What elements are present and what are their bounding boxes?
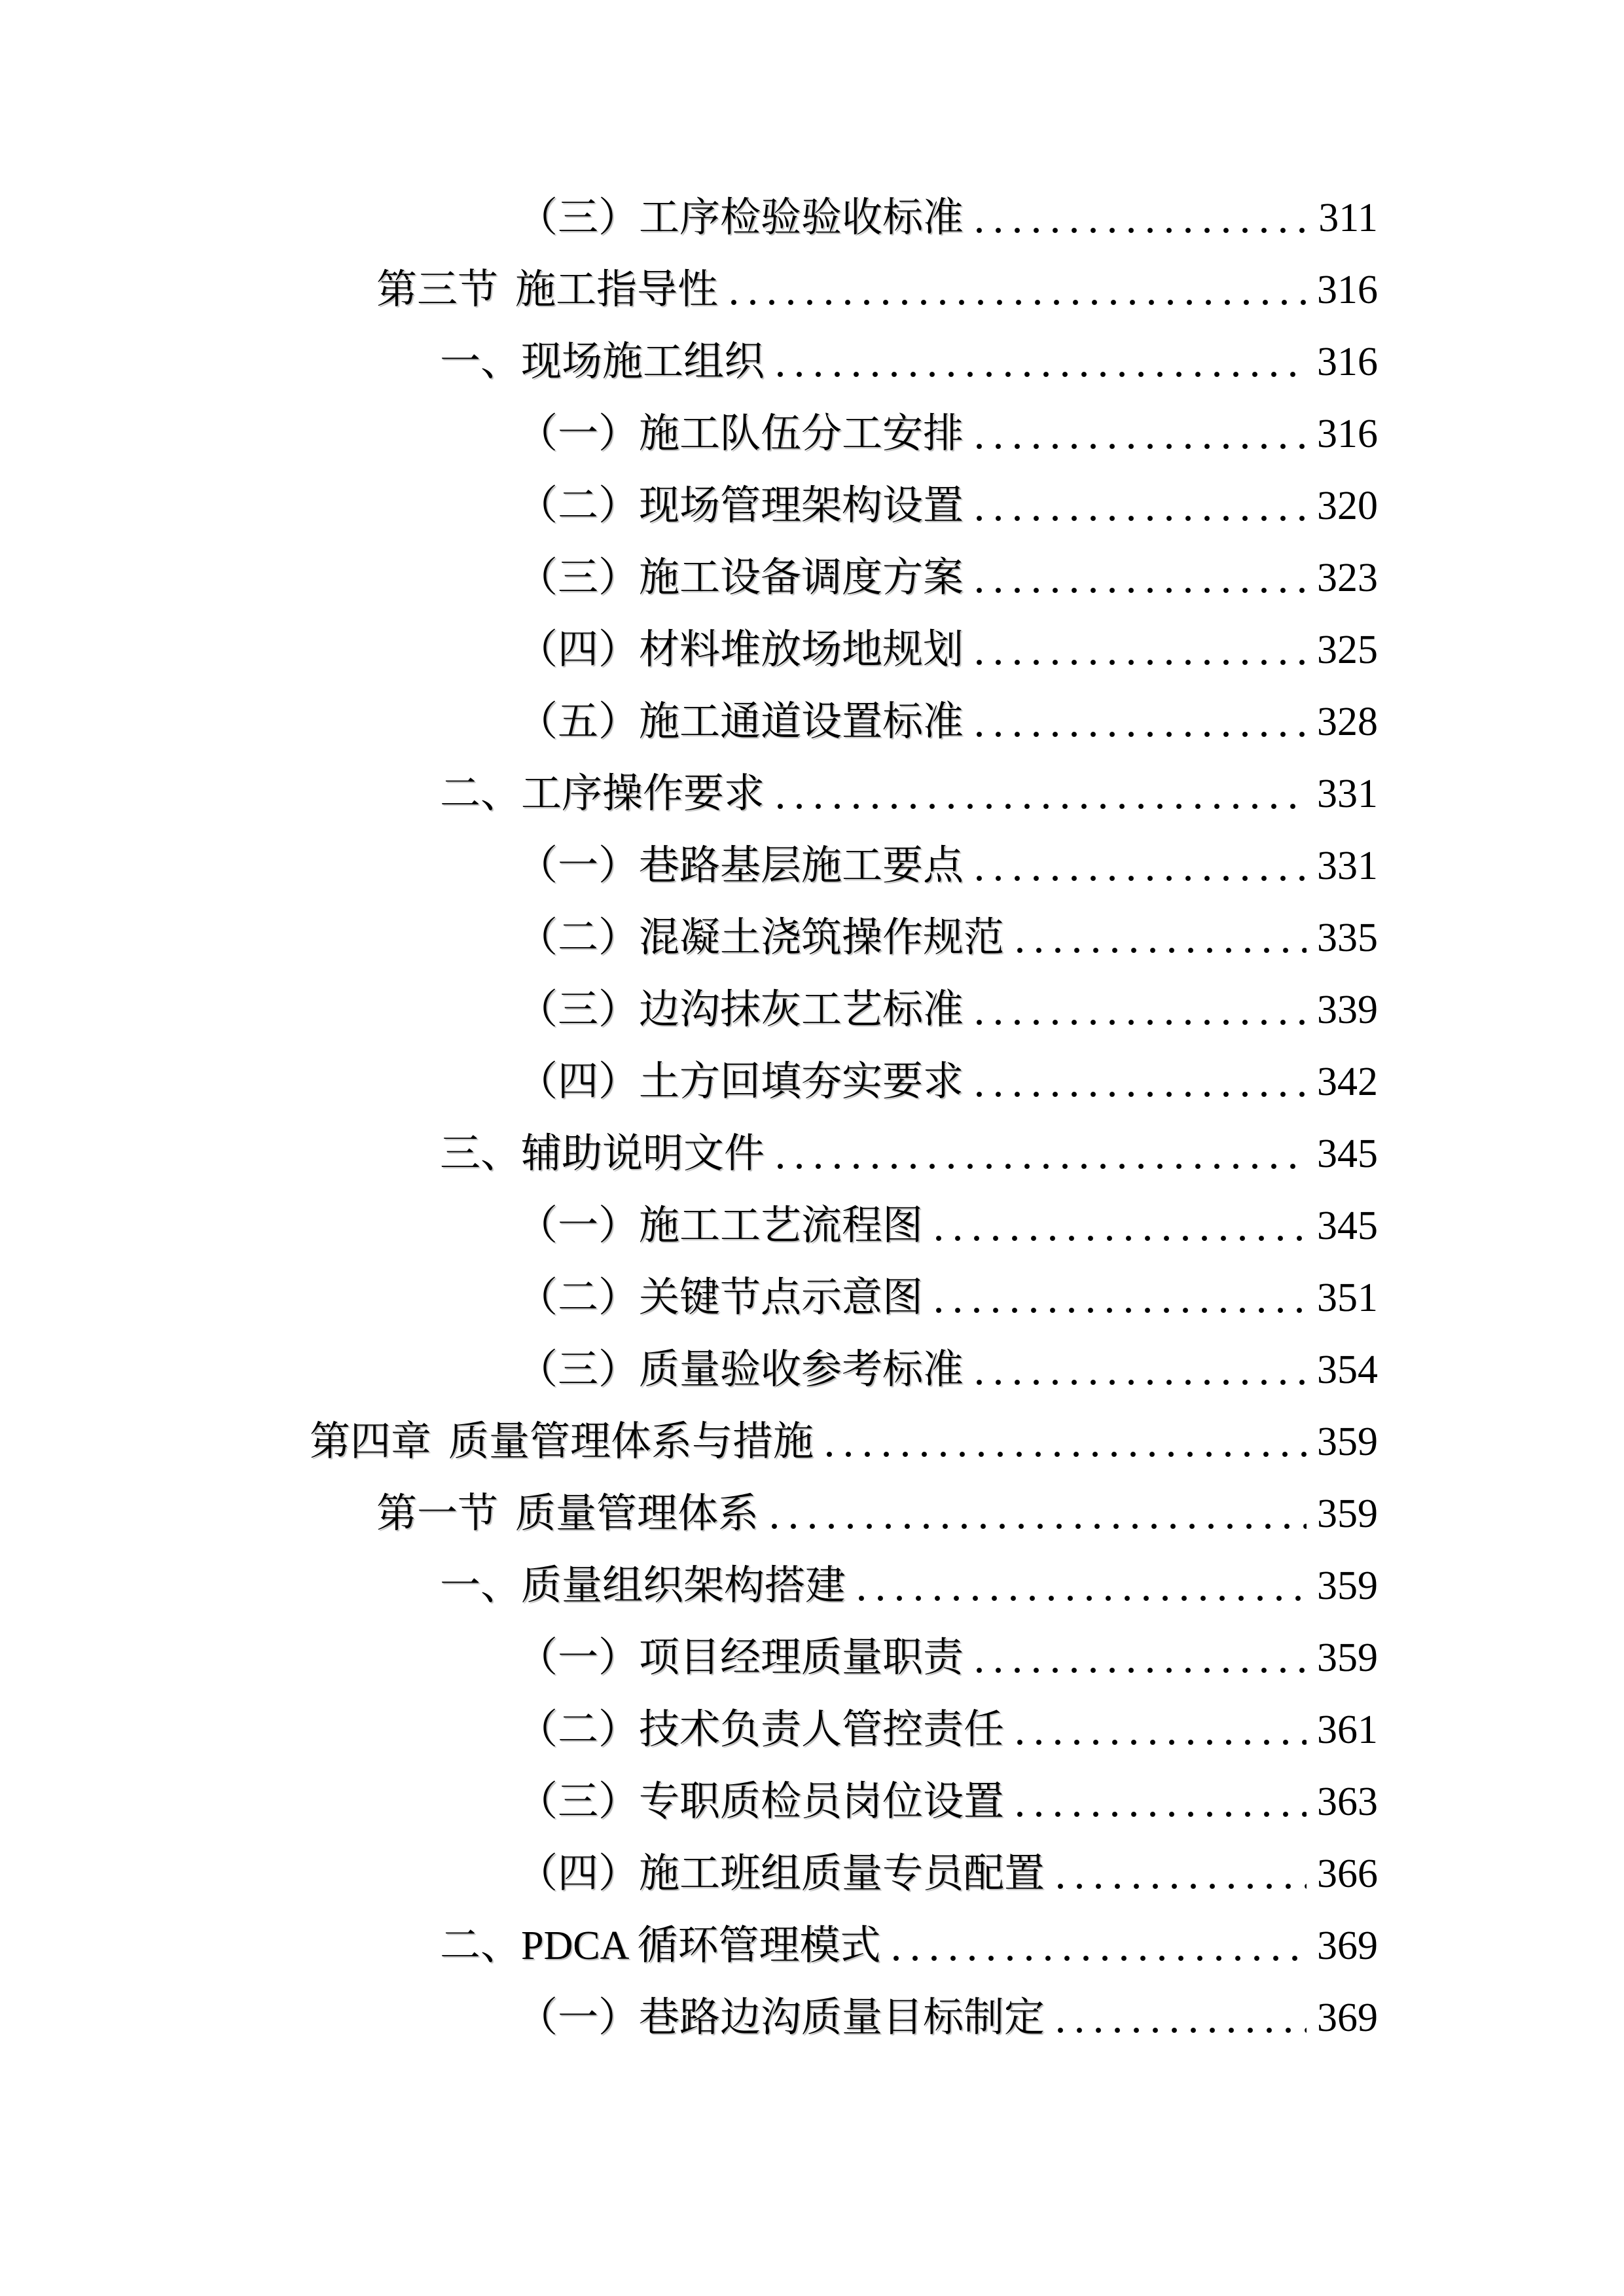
toc-entry[interactable]	[310, 1046, 1378, 1118]
dot-leader	[964, 542, 1317, 614]
toc-entry[interactable]	[310, 974, 1378, 1046]
dot-leader	[923, 1262, 1317, 1334]
toc-entry-number-label: （一）	[517, 844, 640, 888]
toc-entry[interactable]	[310, 254, 1378, 326]
toc-entry-number-label: （三）	[517, 1780, 640, 1824]
toc-entry-title: 项目经理质量职责	[639, 1636, 964, 1680]
toc-entry-page-number: 331	[1317, 844, 1378, 888]
toc-entry[interactable]	[310, 1694, 1378, 1766]
dot-leader	[964, 686, 1317, 758]
toc-entry-title: 巷路基层施工要点	[639, 844, 964, 888]
toc-entry-page-number: 320	[1317, 484, 1378, 528]
toc-entry[interactable]	[310, 902, 1378, 974]
toc-entry-title: 施工设备调度方案	[639, 556, 964, 600]
toc-entry-number-label: （一）	[517, 1204, 640, 1248]
toc-entry-number-label: （四）	[517, 628, 640, 672]
toc-entry-page-number: 369	[1317, 1924, 1378, 1968]
toc-entry-title: 现场施工组织	[521, 340, 765, 384]
toc-entry-page-number: 359	[1317, 1564, 1378, 1608]
toc-entry-number-label: 二、	[440, 772, 522, 816]
toc-entry[interactable]	[310, 398, 1378, 470]
toc-entry-page-number: 359	[1317, 1420, 1378, 1464]
toc-entry-title: 专职质检员岗位设置	[639, 1780, 1005, 1824]
dot-leader	[1004, 902, 1317, 974]
dot-leader	[964, 470, 1317, 542]
toc-entry-title: 施工通道设置标准	[639, 700, 964, 744]
toc-entry[interactable]	[310, 758, 1378, 830]
toc-entry-page-number: 342	[1317, 1060, 1378, 1104]
toc-entry[interactable]	[310, 1478, 1378, 1550]
toc-entry-page-number: 359	[1317, 1492, 1378, 1536]
toc-entry-page-number: 331	[1317, 772, 1378, 816]
toc-entry-title: 辅助说明文件	[521, 1132, 765, 1176]
toc-entry-number-label: 第三节	[376, 268, 499, 312]
toc-entry[interactable]	[310, 1262, 1378, 1334]
toc-entry-page-number: 354	[1317, 1348, 1378, 1392]
toc-entry-page-number: 369	[1317, 1996, 1378, 2040]
toc-entry[interactable]	[310, 1766, 1378, 1838]
toc-entry-number-label: （二）	[517, 916, 640, 960]
toc-entry[interactable]	[310, 830, 1378, 902]
toc-entry-page-number: 363	[1317, 1780, 1378, 1824]
toc-entry-title: 土方回填夯实要求	[639, 1060, 964, 1104]
toc-entry-page-number: 339	[1317, 988, 1378, 1032]
toc-entry-number-label: （四）	[517, 1852, 640, 1896]
toc-entry[interactable]	[310, 470, 1378, 542]
dot-leader	[765, 326, 1317, 398]
dot-leader	[718, 254, 1317, 326]
toc-entry[interactable]	[310, 1622, 1378, 1694]
dot-leader	[1045, 1838, 1317, 1910]
toc-entry-title: 施工班组质量专员配置	[639, 1852, 1045, 1896]
toc-entry-number-label: 一、	[440, 1564, 522, 1608]
toc-entry-number-label: （三）	[517, 196, 640, 240]
toc-entry-page-number: 325	[1317, 628, 1378, 672]
toc-entry-title: 混凝土浇筑操作规范	[639, 916, 1005, 960]
toc-entry[interactable]	[310, 1118, 1378, 1190]
toc-entry[interactable]	[310, 614, 1378, 686]
toc-entry-title: 质量管理体系	[515, 1492, 759, 1536]
toc-entry-number-label: 一、	[440, 340, 522, 384]
toc-entry[interactable]	[310, 1550, 1378, 1622]
toc-entry-title: 质量管理体系与措施	[448, 1420, 814, 1464]
toc-entry-number-label: （三）	[517, 988, 640, 1032]
dot-leader	[964, 614, 1317, 686]
toc-entry-number-label: 三、	[440, 1132, 522, 1176]
toc-entry-page-number: 359	[1317, 1636, 1378, 1680]
toc-entry-title: 质量验收参考标准	[639, 1348, 964, 1392]
dot-leader	[846, 1550, 1317, 1622]
dot-leader	[964, 1334, 1317, 1406]
toc-entry-page-number: 361	[1317, 1708, 1378, 1752]
toc-entry-number-label: （四）	[517, 1060, 640, 1104]
table-of-contents	[310, 182, 1378, 2054]
dot-leader	[964, 1622, 1317, 1694]
toc-entry-page-number: 351	[1317, 1276, 1378, 1320]
dot-leader	[964, 182, 1318, 254]
toc-entry-page-number: 366	[1317, 1852, 1378, 1896]
toc-entry-number-label: 第四章	[310, 1420, 432, 1464]
toc-entry-page-number: 316	[1317, 412, 1378, 456]
toc-entry-title: 施工工艺流程图	[639, 1204, 924, 1248]
toc-entry-number-label: （二）	[517, 1708, 640, 1752]
toc-entry[interactable]	[310, 1334, 1378, 1406]
toc-entry-title: 施工指导性	[515, 268, 719, 312]
dot-leader	[765, 1118, 1317, 1190]
toc-entry-number-label: （三）	[517, 1348, 640, 1392]
toc-entry-page-number: 316	[1317, 340, 1378, 384]
dot-leader	[880, 1910, 1317, 1982]
dot-leader	[1004, 1766, 1317, 1838]
toc-entry[interactable]	[310, 1982, 1378, 2054]
dot-leader	[814, 1406, 1317, 1478]
toc-entry[interactable]	[310, 182, 1378, 254]
toc-entry-number-label: （五）	[517, 700, 640, 744]
toc-entry-number-label: （一）	[517, 1636, 640, 1680]
toc-entry-title: 工序检验验收标准	[639, 196, 964, 240]
dot-leader	[1045, 1982, 1317, 2054]
toc-entry[interactable]	[310, 1910, 1378, 1982]
toc-entry[interactable]	[310, 1406, 1378, 1478]
dot-leader	[964, 1046, 1317, 1118]
toc-entry-title: 材料堆放场地规划	[639, 628, 964, 672]
toc-entry[interactable]	[310, 1838, 1378, 1910]
toc-entry-page-number: 345	[1317, 1204, 1378, 1248]
toc-entry-title: 边沟抹灰工艺标准	[639, 988, 964, 1032]
toc-entry[interactable]	[310, 1190, 1378, 1262]
toc-entry-number-label: （二）	[517, 1276, 640, 1320]
toc-entry-title: 施工队伍分工安排	[639, 412, 964, 456]
toc-entry-title: PDCA 循环管理模式	[521, 1924, 881, 1968]
toc-entry-page-number: 311	[1318, 196, 1378, 240]
toc-entry[interactable]	[310, 542, 1378, 614]
toc-entry-page-number: 328	[1317, 700, 1378, 744]
toc-entry-number-label: （一）	[517, 1996, 640, 2040]
dot-leader	[765, 758, 1317, 830]
dot-leader	[964, 974, 1317, 1046]
toc-entry-number-label: （三）	[517, 556, 640, 600]
toc-entry-title: 工序操作要求	[521, 772, 765, 816]
toc-entry[interactable]	[310, 326, 1378, 398]
toc-entry-number-label: 二、	[440, 1924, 522, 1968]
toc-entry-page-number: 323	[1317, 556, 1378, 600]
dot-leader	[964, 398, 1317, 470]
dot-leader	[923, 1190, 1317, 1262]
dot-leader	[964, 830, 1317, 902]
toc-entry-title: 现场管理架构设置	[639, 484, 964, 528]
toc-entry-number-label: 第一节	[376, 1492, 499, 1536]
dot-leader	[759, 1478, 1317, 1550]
toc-entry-title: 质量组织架构搭建	[521, 1564, 846, 1608]
dot-leader	[1004, 1694, 1317, 1766]
toc-entry-page-number: 316	[1317, 268, 1378, 312]
toc-entry-title: 巷路边沟质量目标制定	[639, 1996, 1045, 2040]
toc-entry-title: 技术负责人管控责任	[639, 1708, 1005, 1752]
toc-entry-page-number: 335	[1317, 916, 1378, 960]
toc-entry-number-label: （二）	[517, 484, 640, 528]
toc-entry-title: 关键节点示意图	[639, 1276, 924, 1320]
toc-entry-page-number: 345	[1317, 1132, 1378, 1176]
toc-entry[interactable]	[310, 686, 1378, 758]
toc-entry-number-label: （一）	[517, 412, 640, 456]
